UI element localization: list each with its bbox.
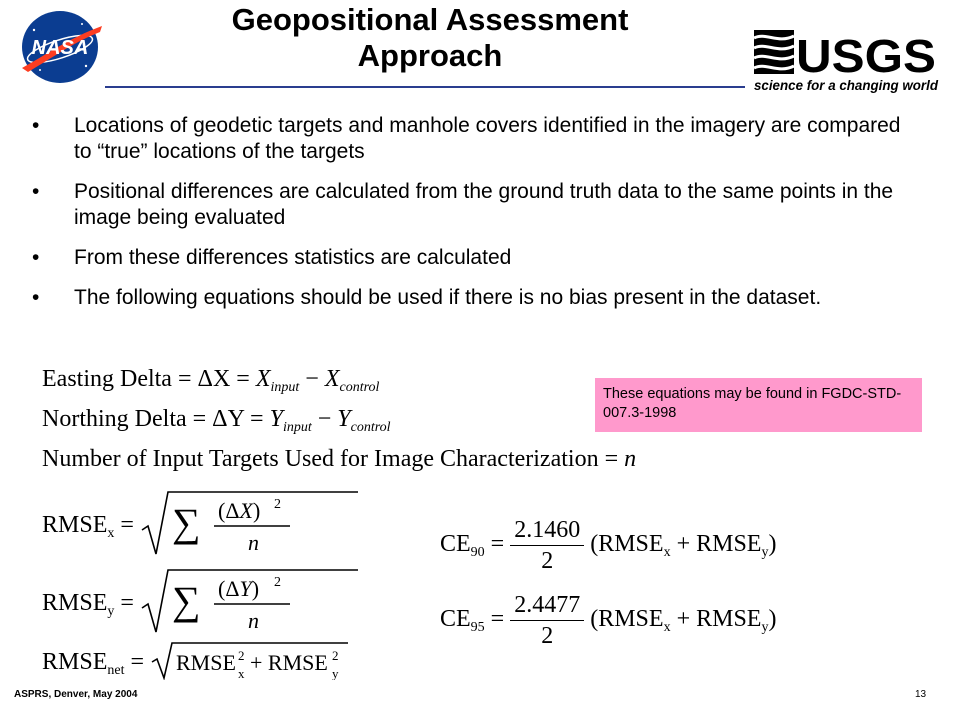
svg-text:2: 2 bbox=[238, 648, 245, 663]
title-line-2: Approach bbox=[357, 38, 503, 73]
nasa-logo bbox=[14, 8, 106, 86]
svg-text:n: n bbox=[247, 530, 259, 555]
svg-text:y: y bbox=[332, 666, 339, 680]
title-divider bbox=[105, 86, 745, 88]
page-number: 13 bbox=[915, 689, 927, 700]
slide-title bbox=[150, 2, 710, 74]
svg-text:∑: ∑ bbox=[171, 500, 201, 545]
reference-note: These equations may be found in FGDC-STD-007.3-1998 bbox=[595, 378, 922, 432]
sqrt-icon bbox=[150, 640, 350, 687]
usgs-wave-icon bbox=[754, 30, 794, 74]
svg-text:x: x bbox=[238, 666, 245, 680]
rmse-x-equation: $RMSE_x$ = ∑ (ΔX) 2 n bbox=[42, 488, 360, 565]
svg-text:science for a changing world: science for a changing world bbox=[754, 77, 939, 93]
target-count-equation: Number of Input Targets Used for Image Characterization = n bbox=[42, 446, 637, 472]
northing-delta-equation: Northing Delta = $\Delta Y = Y_{input} - Y_{control}$ bbox=[42, 406, 391, 435]
svg-text:USGS: USGS bbox=[796, 30, 936, 82]
svg-text:RMSE: RMSE bbox=[176, 650, 236, 675]
sqrt-icon bbox=[140, 566, 360, 643]
sqrt-icon bbox=[140, 488, 360, 565]
bullet-item: • From these differences statistics are calculated bbox=[32, 246, 512, 269]
footer-conference: ASPRS, Denver, May 2004 bbox=[14, 689, 138, 700]
ce90-equation: $CE_{90}$ = $\frac{2.1460}{2}$ ($RMSE_x$ + $RMSE_y$) bbox=[440, 517, 777, 574]
svg-text:2: 2 bbox=[273, 497, 281, 512]
usgs-logo bbox=[752, 22, 940, 96]
rmse-net-equation: $RMSE_{net}$ = RMSE 2 x + RMSE 2 y bbox=[42, 640, 350, 687]
bullet-list bbox=[32, 113, 922, 325]
svg-text:∑: ∑ bbox=[171, 578, 201, 623]
svg-text:+ RMSE: + RMSE bbox=[250, 650, 328, 675]
ce95-equation: $CE_{95}$ = $\frac{2.4477}{2}$ ($RMSE_x$ + $RMSE_y$) bbox=[440, 592, 777, 649]
svg-text:2: 2 bbox=[273, 575, 281, 590]
bullet-dot-icon: • bbox=[32, 246, 40, 269]
bullet-dot-icon: • bbox=[32, 180, 40, 203]
svg-text:(ΔY): (ΔY) bbox=[217, 576, 259, 601]
bullet-item: • The following equations should be used if there is no bias present in the dataset. bbox=[32, 286, 822, 309]
svg-text:2: 2 bbox=[332, 648, 339, 663]
svg-text:(ΔX): (ΔX) bbox=[217, 498, 261, 523]
bullet-dot-icon: • bbox=[32, 114, 40, 137]
bullet-item: • Locations of geodetic targets and manhole covers identified in the imagery are compared to “true” locations of the targets bbox=[32, 114, 901, 163]
rmse-y-equation: $RMSE_y$ = ∑ (ΔY) 2 n bbox=[42, 566, 360, 643]
svg-text:n: n bbox=[247, 608, 259, 633]
title-line-1: Geopositional Assessment bbox=[231, 2, 629, 37]
svg-text:NASA: NASA bbox=[31, 37, 89, 59]
easting-delta-equation: Easting Delta = $\Delta X = X_{input} - X_{control}$ bbox=[42, 366, 380, 395]
bullet-item: • Positional differences are calculated from the ground truth data to the same points in the image being evaluated bbox=[32, 180, 894, 229]
bullet-dot-icon: • bbox=[32, 286, 40, 309]
